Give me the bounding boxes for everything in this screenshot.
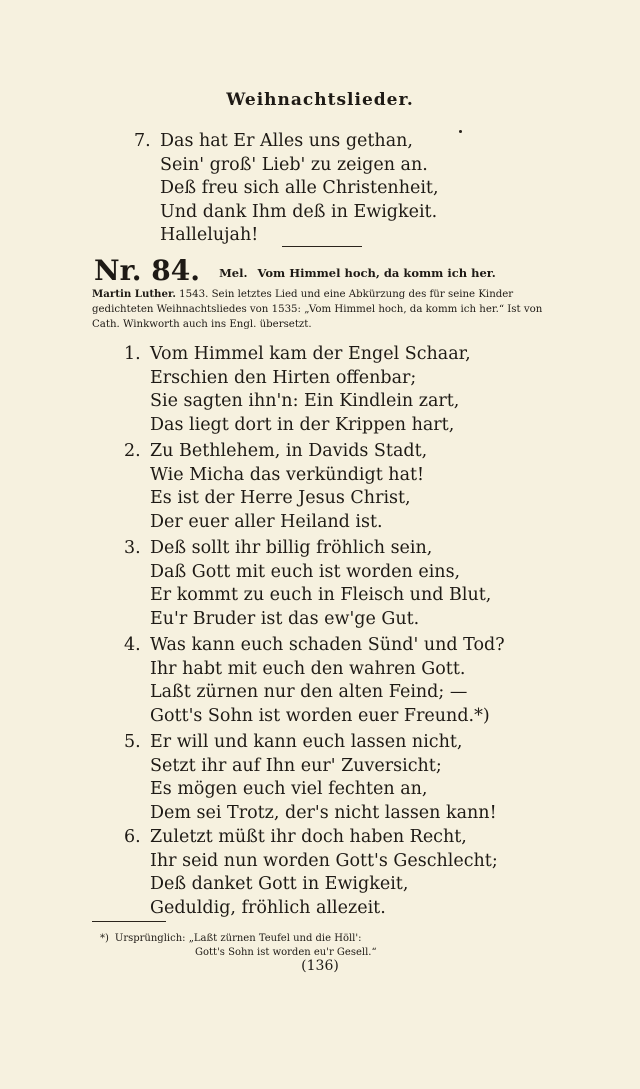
hymn-number: Nr. 84. bbox=[94, 254, 200, 287]
verse-line: Was kann euch schaden Sünd' und Tod? bbox=[150, 635, 505, 655]
verse-line: Deß danket Gott in Ewigkeit, bbox=[150, 874, 409, 894]
footnote-marker: *) bbox=[100, 933, 109, 944]
verse-line: Es mögen euch viel fechten an, bbox=[150, 779, 428, 799]
ink-speck bbox=[459, 130, 462, 133]
verse-line: Wie Micha das verkündigt hat! bbox=[150, 464, 425, 485]
stanza-3 bbox=[124, 537, 492, 631]
verse-line: Eu'r Bruder ist das ew'ge Gut. bbox=[150, 608, 420, 629]
verse-line: Der euer aller Heiland ist. bbox=[150, 511, 383, 532]
stanza-5 bbox=[124, 731, 497, 825]
melody-label: Mel. bbox=[219, 266, 248, 280]
verse-line: Ihr habt mit euch den wahren Gott. bbox=[150, 658, 466, 679]
author-name: Martin Luther. bbox=[92, 288, 176, 300]
verse-line: Vom Himmel kam der Engel Schaar, bbox=[150, 344, 471, 364]
verse-line: Hallelujah! bbox=[160, 225, 259, 245]
verse-line: Deß sollt ihr billig fröhlich sein, bbox=[150, 538, 433, 558]
section-divider bbox=[282, 246, 362, 247]
stanza-number: 5. bbox=[124, 732, 141, 752]
verse-line: Das hat Er Alles uns gethan, bbox=[160, 131, 413, 151]
stanza-number: 6. bbox=[124, 827, 141, 847]
hymn-header bbox=[94, 254, 496, 287]
verse-line: Gott's Sohn ist worden euer Freund.*) bbox=[150, 705, 490, 726]
verse-line: Sie sagten ihn'n: Ein Kindlein zart, bbox=[150, 391, 460, 411]
verse-line: Setzt ihr auf Ihn eur' Zuversicht; bbox=[150, 755, 442, 776]
page-number: (136) bbox=[301, 958, 339, 974]
verse-line: Das liegt dort in der Krippen hart, bbox=[150, 414, 455, 435]
footnote bbox=[100, 932, 377, 960]
verse-line: Zu Bethlehem, in Davids Stadt, bbox=[150, 441, 428, 461]
stanza-6 bbox=[124, 826, 498, 920]
verse-line: Er kommt zu euch in Fleisch und Blut, bbox=[150, 585, 492, 605]
verse-line: Zuletzt müßt ihr doch haben Recht, bbox=[150, 827, 467, 847]
footnote-divider bbox=[92, 921, 166, 922]
verse-line: Sein' groß' Lieb' zu zeigen an. bbox=[160, 154, 428, 175]
verse-line: Laßt zürnen nur den alten Feind; — bbox=[150, 682, 468, 702]
running-head: Weihnachtslieder. bbox=[226, 90, 414, 110]
stanza-number: 4. bbox=[124, 635, 141, 655]
stanza-number: 7. bbox=[134, 131, 151, 151]
verse-line: Ihr seid nun worden Gott's Geschlecht; bbox=[150, 850, 498, 871]
stanza-number: 3. bbox=[124, 538, 141, 558]
attribution-text: 1543. Sein letztes Lied und eine Abkürzung des für seine Kinder gedichteten Weihnachtsliedes von 1535: „Vom Himmel hoch, da komm ich her.“ Ist von Cath. Winkworth auch ins Engl. übersetzt. bbox=[92, 289, 543, 330]
verse-line: Er will und kann euch lassen nicht, bbox=[150, 732, 463, 752]
footnote-line-1 bbox=[100, 932, 377, 946]
stanza-number: 2. bbox=[124, 441, 141, 461]
attribution-note bbox=[92, 287, 554, 332]
stanza-4 bbox=[124, 634, 505, 728]
stanza-number: 1. bbox=[124, 344, 141, 364]
verse-line: Es ist der Herre Jesus Christ, bbox=[150, 488, 411, 508]
footnote-text-2: Gott's Sohn ist worden eu'r Gesell.“ bbox=[195, 947, 377, 958]
verse-line: Geduldig, fröhlich allezeit. bbox=[150, 897, 386, 918]
verse-line: Und dank Ihm deß in Ewigkeit. bbox=[160, 201, 438, 222]
melody-line bbox=[219, 266, 496, 280]
melody-title: Vom Himmel hoch, da komm ich her. bbox=[257, 266, 496, 280]
stanza-1 bbox=[124, 343, 471, 437]
stanza-2 bbox=[124, 440, 428, 534]
verse-line: Daß Gott mit euch ist worden eins, bbox=[150, 561, 461, 582]
verse-line: Erschien den Hirten offenbar; bbox=[150, 367, 417, 388]
footnote-text-1: Ursprünglich: „Laßt zürnen Teufel und die Höll': bbox=[114, 933, 362, 944]
prev-stanza bbox=[134, 130, 439, 248]
verse-line: Dem sei Trotz, der's nicht lassen kann! bbox=[150, 802, 497, 823]
verse-line: Deß freu sich alle Christenheit, bbox=[160, 178, 439, 198]
